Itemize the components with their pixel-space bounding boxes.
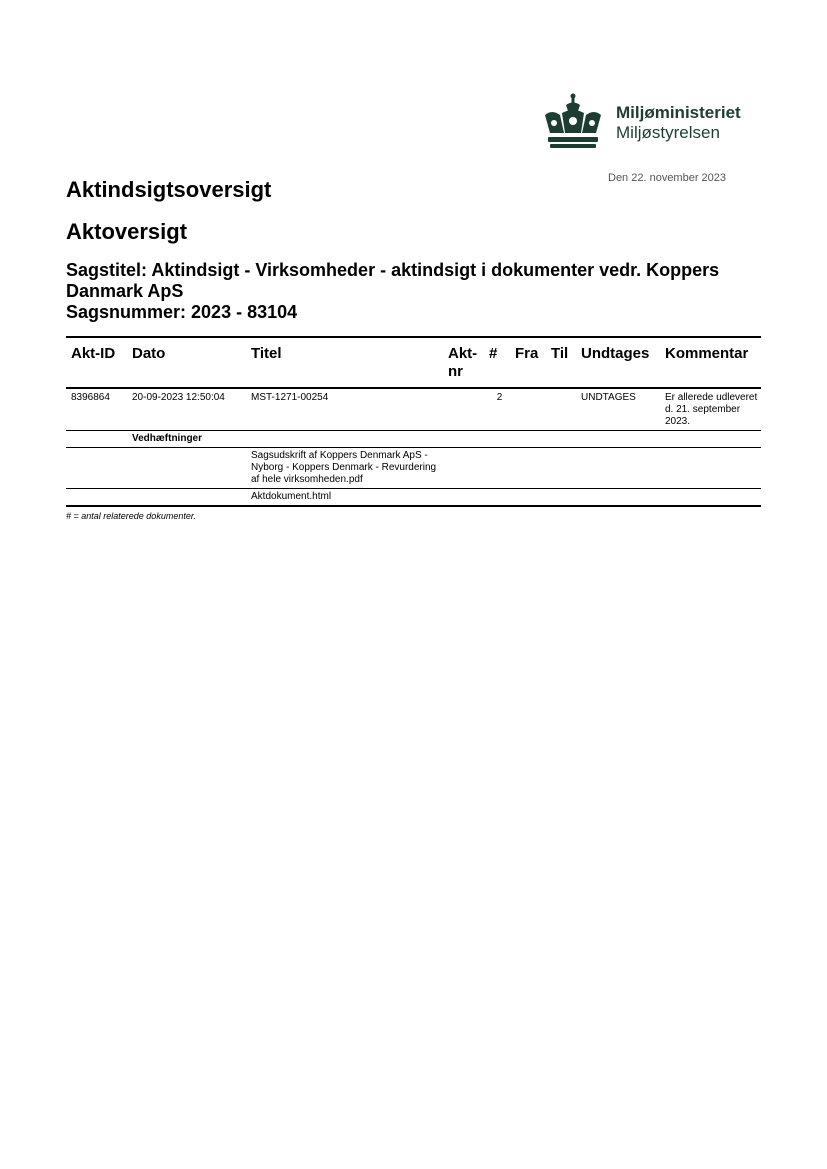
- col-undtages: Undtages: [576, 337, 660, 388]
- attachments-header-row: [66, 431, 761, 448]
- col-kommentar: Kommentar: [660, 337, 761, 388]
- case-title: Sagstitel: Aktindsigt - Virksomheder - aktindsigt i dokumenter vedr. Koppers Danmark ApS: [66, 260, 720, 301]
- act-table: [66, 336, 761, 507]
- document-date: Den 22. november 2023: [608, 172, 727, 184]
- attachment-name: Sagsudskrift af Koppers Denmark ApS - Nyborg - Koppers Denmark - Revurdering af hele virksomheden.pdf: [246, 448, 443, 489]
- col-fra: Fra: [510, 337, 546, 388]
- attachment-row: [66, 448, 761, 489]
- cell-fra: [510, 388, 546, 431]
- cell-titel: MST-1271-00254: [246, 388, 443, 431]
- col-akt-nr: Akt-nr: [443, 337, 484, 388]
- col-count: #: [484, 337, 510, 388]
- page-title: Aktindsigtsoversigt: [66, 177, 272, 202]
- footnote: # = antal relaterede dokumenter.: [66, 511, 196, 521]
- attachment-name: Aktdokument.html: [246, 489, 443, 507]
- case-number: Sagsnummer: 2023 - 83104: [66, 302, 298, 322]
- col-akt-id: Akt-ID: [66, 337, 127, 388]
- cell-undtages: UNDTAGES: [576, 388, 660, 431]
- cell-akt-id: 8396864: [66, 388, 127, 431]
- attachments-label: Vedhæftninger: [127, 431, 246, 448]
- attachment-row: [66, 489, 761, 507]
- col-dato: Dato: [127, 337, 246, 388]
- cell-count: 2: [484, 388, 510, 431]
- crown-icon: [540, 93, 606, 153]
- page-subtitle: Aktoversigt: [66, 219, 188, 244]
- cell-kommentar: Er allerede udleveret d. 21. september 2023.: [660, 388, 761, 431]
- ministry-name: Miljøministeriet: [616, 103, 741, 123]
- table-row: [66, 388, 761, 431]
- col-til: Til: [546, 337, 576, 388]
- col-titel: Titel: [246, 337, 443, 388]
- cell-dato: 20-09-2023 12:50:04: [127, 388, 246, 431]
- agency-name: Miljøstyrelsen: [616, 123, 720, 142]
- table-header-row: [66, 337, 761, 388]
- ministry-logo: [540, 93, 741, 153]
- cell-til: [546, 388, 576, 431]
- cell-akt-nr: [443, 388, 484, 431]
